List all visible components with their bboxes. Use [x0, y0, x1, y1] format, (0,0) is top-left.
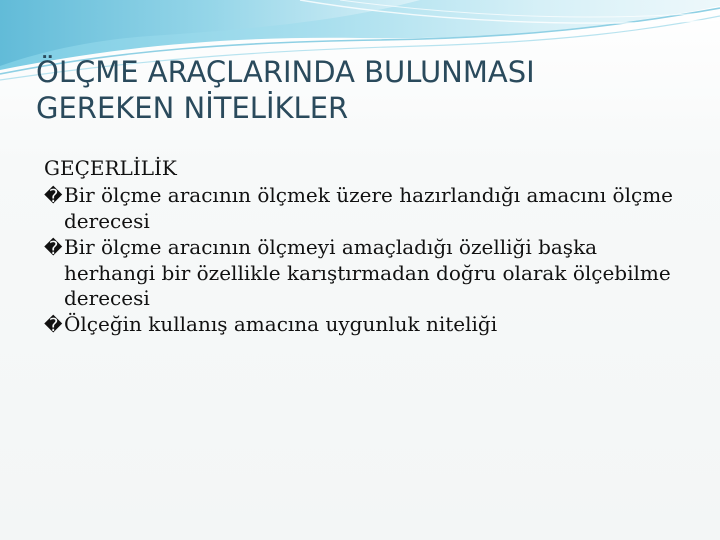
list-item [44, 183, 694, 234]
missing-glyph-icon: � [44, 315, 63, 336]
bullet-text: Ölçeğin kullanış amacına uygunluk niteliği [64, 312, 498, 336]
list-item [44, 235, 694, 311]
bullet-list [44, 183, 694, 338]
bullet-text: Bir ölçme aracının ölçmeyi amaçladığı özelliği başka herhangi bir özellikle karıştırmadan doğru olarak ölçebilme derecesi [64, 235, 671, 310]
section-heading: GEÇERLİLİK [44, 156, 177, 180]
list-item [44, 312, 694, 338]
slide-title-line-1: ÖLÇME ARAÇLARINDA BULUNMASI [36, 55, 535, 89]
bullet-text: Bir ölçme aracının ölçmek üzere hazırlandığı amacını ölçme derecesi [64, 183, 673, 233]
slide-body [44, 156, 694, 339]
missing-glyph-icon: � [44, 238, 63, 259]
missing-glyph-icon: � [44, 186, 63, 207]
slide-title [36, 54, 696, 126]
slide-title-line-2: GEREKEN NİTELİKLER [36, 91, 349, 125]
